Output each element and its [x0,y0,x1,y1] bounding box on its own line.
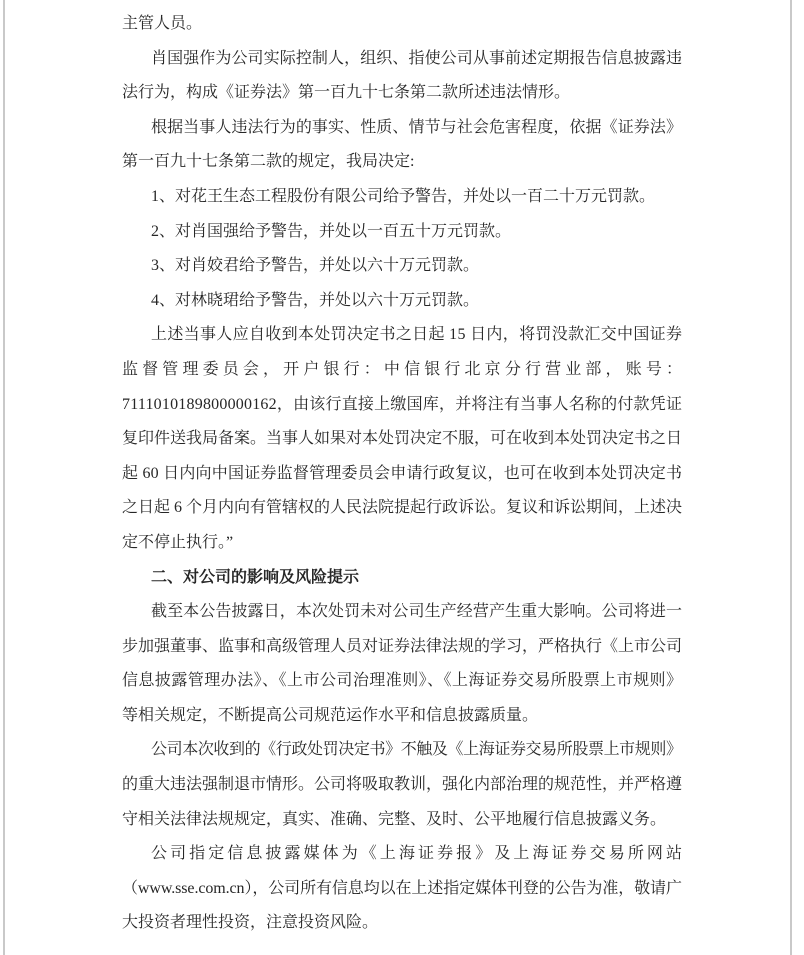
line-text: 的重大违法强制退市情形。公司将吸取教训，强化内部治理的规范性，并严格遵 [122,776,683,794]
document-line [122,388,682,423]
document-line [122,630,682,665]
document-line [122,215,682,250]
line-text: 公司指定信息披露媒体为《上海证券报》及上海证券交易所网站 [151,845,686,863]
line-text: 第一百九十七条第二款的规定，我局决定: [122,153,415,171]
line-text: 之日起 6 个月内向有管辖权的人民法院提起行政诉讼。复议和诉讼期间，上述决 [122,499,683,517]
document-line [122,526,682,561]
document-line [122,699,682,734]
document-line [122,76,682,111]
line-text: （www.sse.com.cn），公司所有信息均以在上述指定媒体刊登的公告为准，敬请广 [122,879,682,897]
document-line [122,457,682,492]
line-text: 复印件送我局备案。当事人如果对本处罚决定不服，可在收到本处罚决定书之日 [122,430,683,448]
line-text: 大投资者理性投资，注意投资风险。 [122,914,379,932]
line-text: 守相关法律法规规定，真实、准确、完整、及时、公平地履行信息披露义务。 [122,810,667,828]
document-line [122,353,687,388]
line-text: 监督管理委员会，开户银行：中信银行北京分行营业部，账号： [122,360,687,378]
section-heading [122,561,682,596]
document-line [122,318,682,353]
document-line [122,595,682,630]
document-line [122,733,682,768]
line-text: 上述当事人应自收到本处罚决定书之日起 15 日内，将罚没款汇交中国证券 [151,326,683,344]
document-line [122,249,682,284]
line-text: 3、对肖姣君给予警告，并处以六十万元罚款。 [151,257,480,275]
line-text: 公司本次收到的《行政处罚决定书》不触及《上海证券交易所股票上市规则》 [151,741,682,759]
line-text: 定不停止执行。” [122,533,234,551]
line-text: 信息披露管理办法》、《上市公司治理准则》、《上海证券交易所股票上市规则》 [122,672,683,690]
document-line [122,491,682,526]
line-text: 肖国强作为公司实际控制人，组织、指使公司从事前述定期报告信息披露违 [151,49,683,67]
line-text: 4、对林晓珺给予警告，并处以六十万元罚款。 [151,291,480,309]
line-text: 等相关规定，不断提高公司规范运作水平和信息披露质量。 [122,706,539,724]
document-line [122,284,682,319]
page-left-edge [3,0,5,955]
page-right-edge [790,0,792,955]
document-line [122,872,682,907]
document-line [122,7,682,42]
line-text: 7111010189800000162，由该行直接上缴国库，并将注有当事人名称的付款凭证 [122,395,683,413]
document-line [122,111,682,146]
document-line [122,906,682,941]
document-line [122,768,682,803]
document-body [122,7,687,941]
document-line [122,664,682,699]
document-line [122,803,682,838]
document-line [122,145,682,180]
line-text: 法行为，构成《证券法》第一百九十七条第二款所述违法情形。 [122,84,571,102]
document-line [122,837,686,872]
line-text: 主管人员。 [122,15,203,32]
line-text: 2、对肖国强给予警告，并处以一百五十万元罚款。 [151,222,512,240]
document-line [122,42,682,77]
line-text: 截至本公告披露日，本次处罚未对公司生产经营产生重大影响。公司将进一 [151,603,683,621]
line-text: 1、对花王生态工程股份有限公司给予警告，并处以一百二十万元罚款。 [151,187,656,205]
document-line [122,180,682,215]
line-text: 二、对公司的影响及风险提示 [151,568,360,586]
line-text: 起 60 日内向中国证券监督管理委员会申请行政复议，也可在收到本处罚决定书 [122,464,683,482]
line-text: 根据当事人违法行为的事实、性质、情节与社会危害程度，依据《证券法》 [151,118,683,136]
document-line [122,422,682,457]
line-text: 步加强董事、监事和高级管理人员对证券法律法规的学习，严格执行《上市公司 [122,637,683,655]
